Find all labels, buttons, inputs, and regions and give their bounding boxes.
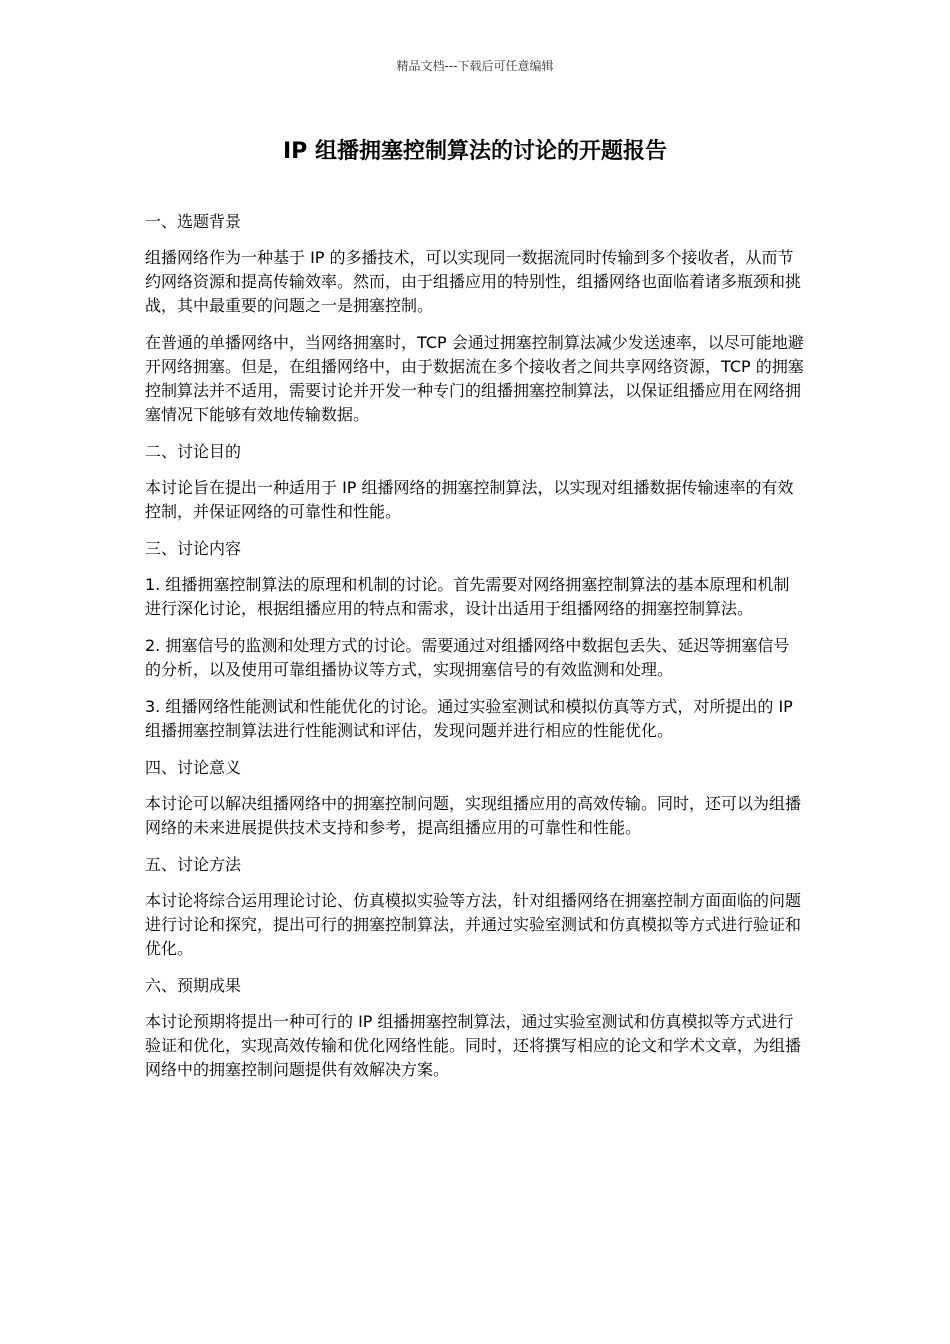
section-method — [145, 853, 805, 961]
section-content — [145, 537, 805, 743]
section-purpose — [145, 440, 805, 524]
header-note: 精品文档---下载后可任意编辑 — [396, 59, 554, 73]
document-title: IP 组播拥塞控制算法的讨论的开题报告 — [283, 139, 667, 164]
section-heading: 三、讨论内容 — [145, 539, 242, 558]
section-heading: 四、讨论意义 — [145, 758, 242, 777]
paragraph: 本讨论将综合运用理论讨论、仿真模拟实验等方法，针对组播网络在拥塞控制方面面临的问题进行讨论和探究，提出可行的拥塞控制算法，并通过实验室测试和仿真模拟等方式进行验证和优化。 — [145, 891, 802, 958]
paragraph: 本讨论可以解决组播网络中的拥塞控制问题，实现组播应用的高效传输。同时，还可以为组播网络的未来进展提供技术支持和参考，提高组播应用的可靠性和性能。 — [145, 794, 802, 837]
paragraph: 本讨论预期将提出一种可行的 IP 组播拥塞控制算法，通过实验室测试和仿真模拟等方式进行验证和优化，实现高效传输和优化网络性能。同时，还将撰写相应的论文和学术文章，为组播网络中的拥塞控制问题提供有效解决方案。 — [145, 1012, 802, 1079]
list-item: 3. 组播网络性能测试和性能优化的讨论。通过实验室测试和模拟仿真等方式，对所提出的 IP 组播拥塞控制算法进行性能测试和评估，发现问题并进行相应的性能优化。 — [145, 697, 793, 740]
section-outcomes — [145, 974, 805, 1082]
section-heading: 五、讨论方法 — [145, 855, 242, 874]
section-background — [145, 210, 805, 427]
section-heading: 一、选题背景 — [145, 212, 242, 231]
section-significance — [145, 756, 805, 840]
section-heading: 六、预期成果 — [145, 976, 242, 995]
paragraph: 组播网络作为一种基于 IP 的多播技术，可以实现同一数据流同时传输到多个接收者，从而节约网络资源和提高传输效率。然而，由于组播应用的特别性，组播网络也面临着诸多瓶颈和挑战，其中最重要的问题之一是拥塞控制。 — [145, 248, 802, 315]
paragraph: 本讨论旨在提出一种适用于 IP 组播网络的拥塞控制算法，以实现对组播数据传输速率的有效控制，并保证网络的可靠性和性能。 — [145, 478, 794, 521]
section-heading: 二、讨论目的 — [145, 442, 242, 461]
document-body — [145, 210, 805, 1095]
list-item: 1. 组播拥塞控制算法的原理和机制的讨论。首先需要对网络拥塞控制算法的基本原理和机制进行深化讨论，根据组播应用的特点和需求，设计出适用于组播网络的拥塞控制算法。 — [145, 575, 790, 618]
paragraph: 在普通的单播网络中，当网络拥塞时，TCP 会通过拥塞控制算法减少发送速率，以尽可能地避开网络拥塞。但是，在组播网络中，由于数据流在多个接收者之间共享网络资源，TCP 的拥塞控制算法并不适用，需要讨论并开发一种专门的组播拥塞控制算法，以保证组播应用在网络拥塞情况下能够有效地传输数据。 — [145, 333, 804, 424]
list-item: 2. 拥塞信号的监测和处理方式的讨论。需要通过对组播网络中数据包丢失、延迟等拥塞信号的分析，以及使用可靠组播协议等方式，实现拥塞信号的有效监测和处理。 — [145, 636, 790, 679]
